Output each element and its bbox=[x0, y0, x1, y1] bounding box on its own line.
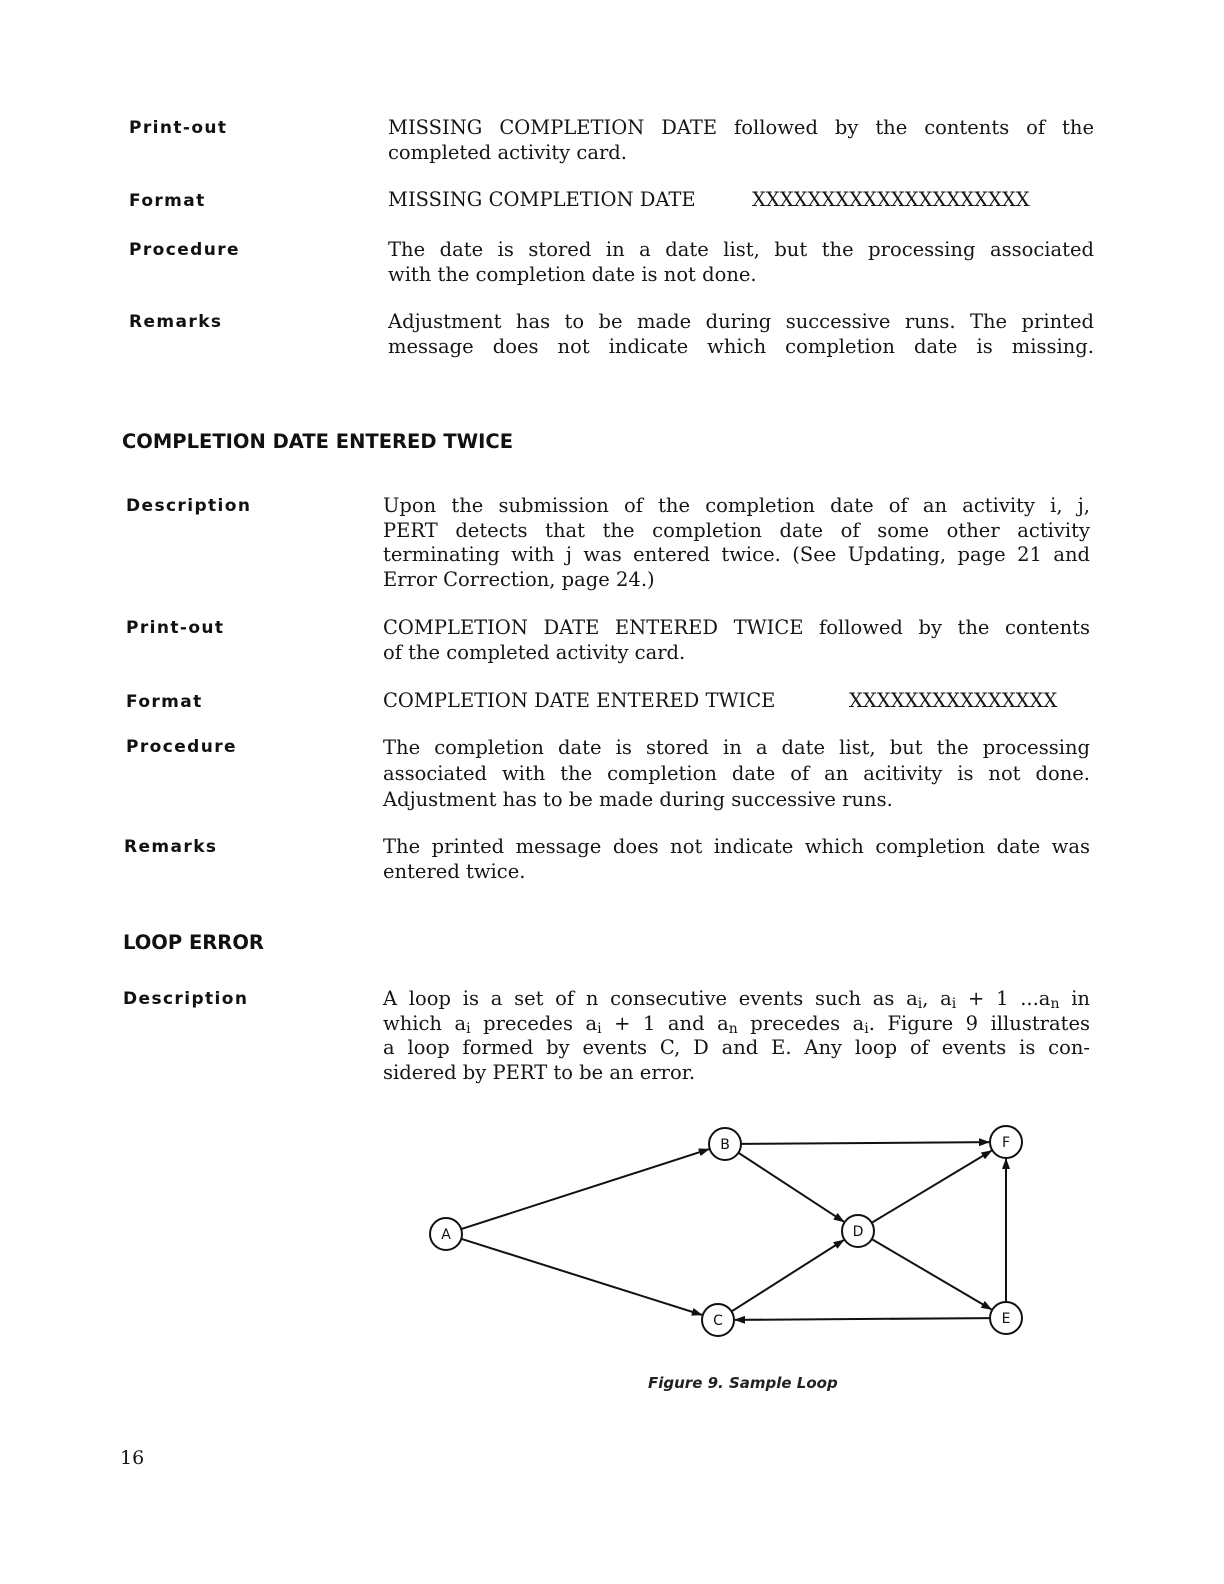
text-line: entered twice. bbox=[383, 859, 526, 883]
text-segment: . Figure 9 illustrates bbox=[868, 1011, 1091, 1035]
format-placeholder: XXXXXXXXXXXXXXX bbox=[849, 689, 1058, 712]
loop-diagram bbox=[410, 1110, 1050, 1360]
text-line: with the completion date is not done. bbox=[388, 262, 757, 286]
printout-text bbox=[388, 116, 1094, 165]
text-line: completed activity card. bbox=[388, 140, 627, 164]
text-line bbox=[383, 987, 1090, 1012]
remarks-text bbox=[388, 310, 1094, 359]
text-line: associated with the completion date of an acitivity is not done. bbox=[383, 762, 1090, 785]
text-line bbox=[383, 1036, 1090, 1061]
node-label: D bbox=[852, 1224, 864, 1240]
node-label: F bbox=[1001, 1135, 1011, 1151]
section-heading: COMPLETION DATE ENTERED TWICE bbox=[122, 430, 514, 453]
text-segment: + 1 ...a bbox=[956, 987, 1051, 1010]
remarks-label: Remarks bbox=[129, 312, 223, 332]
format-message: COMPLETION DATE ENTERED TWICE bbox=[383, 689, 776, 712]
edge-d-f bbox=[872, 1151, 992, 1223]
text-line: Error Correction, page 24.) bbox=[383, 567, 655, 591]
format-placeholder: XXXXXXXXXXXXXXXXXXXX bbox=[752, 188, 1030, 211]
node-c bbox=[702, 1304, 734, 1336]
text-segment: a loop formed by events C, D and E. Any loop of events is con- bbox=[383, 1036, 1090, 1059]
format-label: Format bbox=[129, 191, 206, 211]
node-label: B bbox=[720, 1137, 730, 1153]
node-f bbox=[990, 1126, 1022, 1158]
subscript: i bbox=[466, 1020, 471, 1037]
text-line: of the completed activity card. bbox=[383, 640, 686, 664]
text-line bbox=[383, 1061, 1090, 1086]
node-b bbox=[709, 1128, 741, 1160]
text-segment: which a bbox=[383, 1011, 467, 1035]
figure-caption: Figure 9. Sample Loop bbox=[648, 1374, 838, 1392]
procedure-label: Procedure bbox=[126, 737, 237, 757]
text-line: PERT detects that the completion date of some other activity bbox=[383, 518, 1090, 542]
section-heading: LOOP ERROR bbox=[123, 931, 264, 954]
printout-text bbox=[383, 616, 1090, 665]
text-segment: in bbox=[1059, 987, 1090, 1010]
text-line: terminating with j was entered twice. (See Updating, page 21 and bbox=[383, 543, 1090, 566]
text-line: MISSING COMPLETION DATE followed by the contents of the bbox=[388, 116, 1094, 139]
description-label: Description bbox=[126, 496, 252, 516]
text-segment: precedes a bbox=[470, 1011, 598, 1035]
text-segment: sidered by PERT to be an error. bbox=[383, 1060, 696, 1084]
subscript: i bbox=[864, 1020, 869, 1037]
text-line: The date is stored in a date list, but the processing associated bbox=[388, 238, 1094, 261]
text-segment: A loop is a set of n consecutive events such as a bbox=[383, 987, 918, 1010]
page-number: 16 bbox=[120, 1447, 145, 1469]
edge-b-f bbox=[741, 1142, 989, 1144]
text-line: Adjustment has to be made during successive runs. bbox=[383, 788, 893, 811]
edge-d-e bbox=[872, 1239, 992, 1309]
node-e bbox=[990, 1302, 1022, 1334]
description-label: Description bbox=[123, 989, 249, 1009]
text-line: The completion date is stored in a date list, but the processing bbox=[383, 736, 1090, 759]
procedure-label: Procedure bbox=[129, 240, 240, 260]
node-label: C bbox=[713, 1313, 723, 1329]
node-a bbox=[430, 1218, 462, 1250]
format-message: MISSING COMPLETION DATE bbox=[388, 188, 696, 211]
text-segment: + 1 and a bbox=[601, 1011, 729, 1035]
text-segment: , a bbox=[922, 987, 952, 1010]
edge-a-b bbox=[461, 1149, 709, 1229]
node-label: E bbox=[1001, 1311, 1011, 1327]
text-line: The printed message does not indicate which completion date was bbox=[383, 835, 1090, 858]
node-d bbox=[842, 1215, 874, 1247]
text-line: Adjustment has to be made during successive runs. The printed bbox=[388, 310, 1094, 333]
subscript: i bbox=[597, 1020, 602, 1037]
procedure-text bbox=[388, 238, 1094, 287]
text-line bbox=[383, 1012, 1090, 1037]
printout-label: Print-out bbox=[126, 618, 225, 638]
subscript: n bbox=[1050, 996, 1060, 1012]
text-line: COMPLETION DATE ENTERED TWICE followed by the contents bbox=[383, 616, 1090, 639]
subscript: i bbox=[917, 996, 923, 1012]
subscript: n bbox=[728, 1020, 738, 1037]
description-text bbox=[383, 987, 1090, 1085]
node-label: A bbox=[441, 1227, 451, 1243]
edge-c-d bbox=[732, 1240, 844, 1311]
text-line: message does not indicate which completion date is missing. bbox=[388, 334, 1094, 358]
edge-e-c bbox=[735, 1318, 990, 1320]
subscript: i bbox=[951, 996, 957, 1012]
edge-b-d bbox=[738, 1153, 843, 1222]
procedure-text bbox=[383, 735, 1090, 813]
remarks-text bbox=[383, 835, 1090, 884]
text-line: Upon the submission of the completion date of an activity i, j, bbox=[383, 494, 1090, 517]
remarks-label: Remarks bbox=[124, 837, 218, 857]
description-text bbox=[383, 494, 1090, 592]
format-label: Format bbox=[126, 692, 203, 712]
edge-a-c bbox=[461, 1239, 702, 1315]
printout-label: Print-out bbox=[129, 118, 228, 138]
text-segment: precedes a bbox=[737, 1011, 865, 1035]
